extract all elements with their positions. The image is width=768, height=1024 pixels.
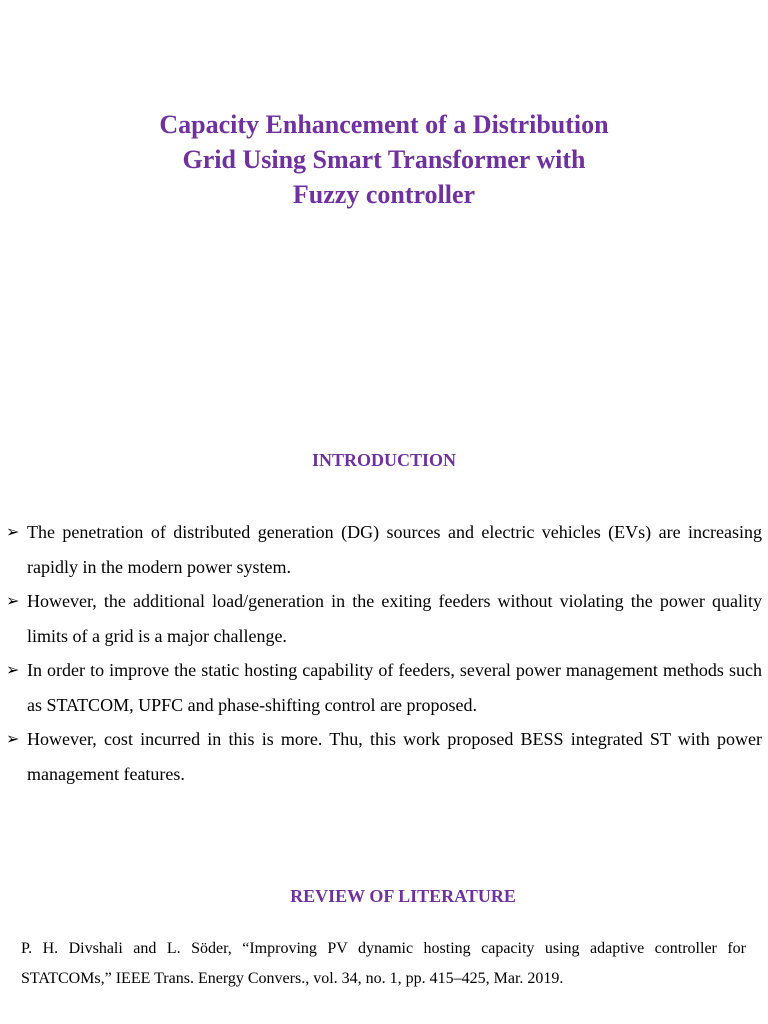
bullet-text: In order to improve the static hosting capability of feeders, several power management methods such as STATCOM, UPFC and phase-shifting control are proposed. [27, 660, 762, 715]
bullet-item [6, 722, 762, 791]
literature-reference: P. H. Divshali and L. Söder, “Improving PV dynamic hosting capacity using adaptive controller for STATCOMs,” IEEE Trans. Energy Convers., vol. 34, no. 1, pp. 415–425, Mar. 2019. [21, 940, 746, 987]
title-line-3: Fuzzy controller [292, 180, 476, 209]
introduction-heading: INTRODUCTION [311, 450, 457, 470]
review-of-literature-heading: REVIEW OF LITERATURE [290, 886, 516, 906]
introduction-bullet-list [6, 515, 762, 791]
arrow-bullet-icon: ➢ [6, 729, 20, 748]
bullet-text: However, the additional load/generation in the exiting feeders without violating the power quality limits of a grid is a major challenge. [27, 591, 762, 646]
bullet-text: The penetration of distributed generation (DG) sources and electric vehicles (EVs) are increasing rapidly in the modern power system. [27, 522, 762, 577]
title-line-1: Capacity Enhancement of a Distribution [159, 110, 609, 139]
title-line-2: Grid Using Smart Transformer with [182, 145, 586, 174]
arrow-bullet-icon: ➢ [6, 660, 20, 679]
arrow-bullet-icon: ➢ [6, 522, 20, 541]
bullet-item [6, 515, 762, 584]
bullet-item [6, 584, 762, 653]
arrow-bullet-icon: ➢ [6, 591, 20, 610]
bullet-item [6, 653, 762, 722]
document-title [0, 107, 768, 212]
bullet-text: However, cost incurred in this is more. Thu, this work proposed BESS integrated ST with power management features. [27, 729, 762, 784]
